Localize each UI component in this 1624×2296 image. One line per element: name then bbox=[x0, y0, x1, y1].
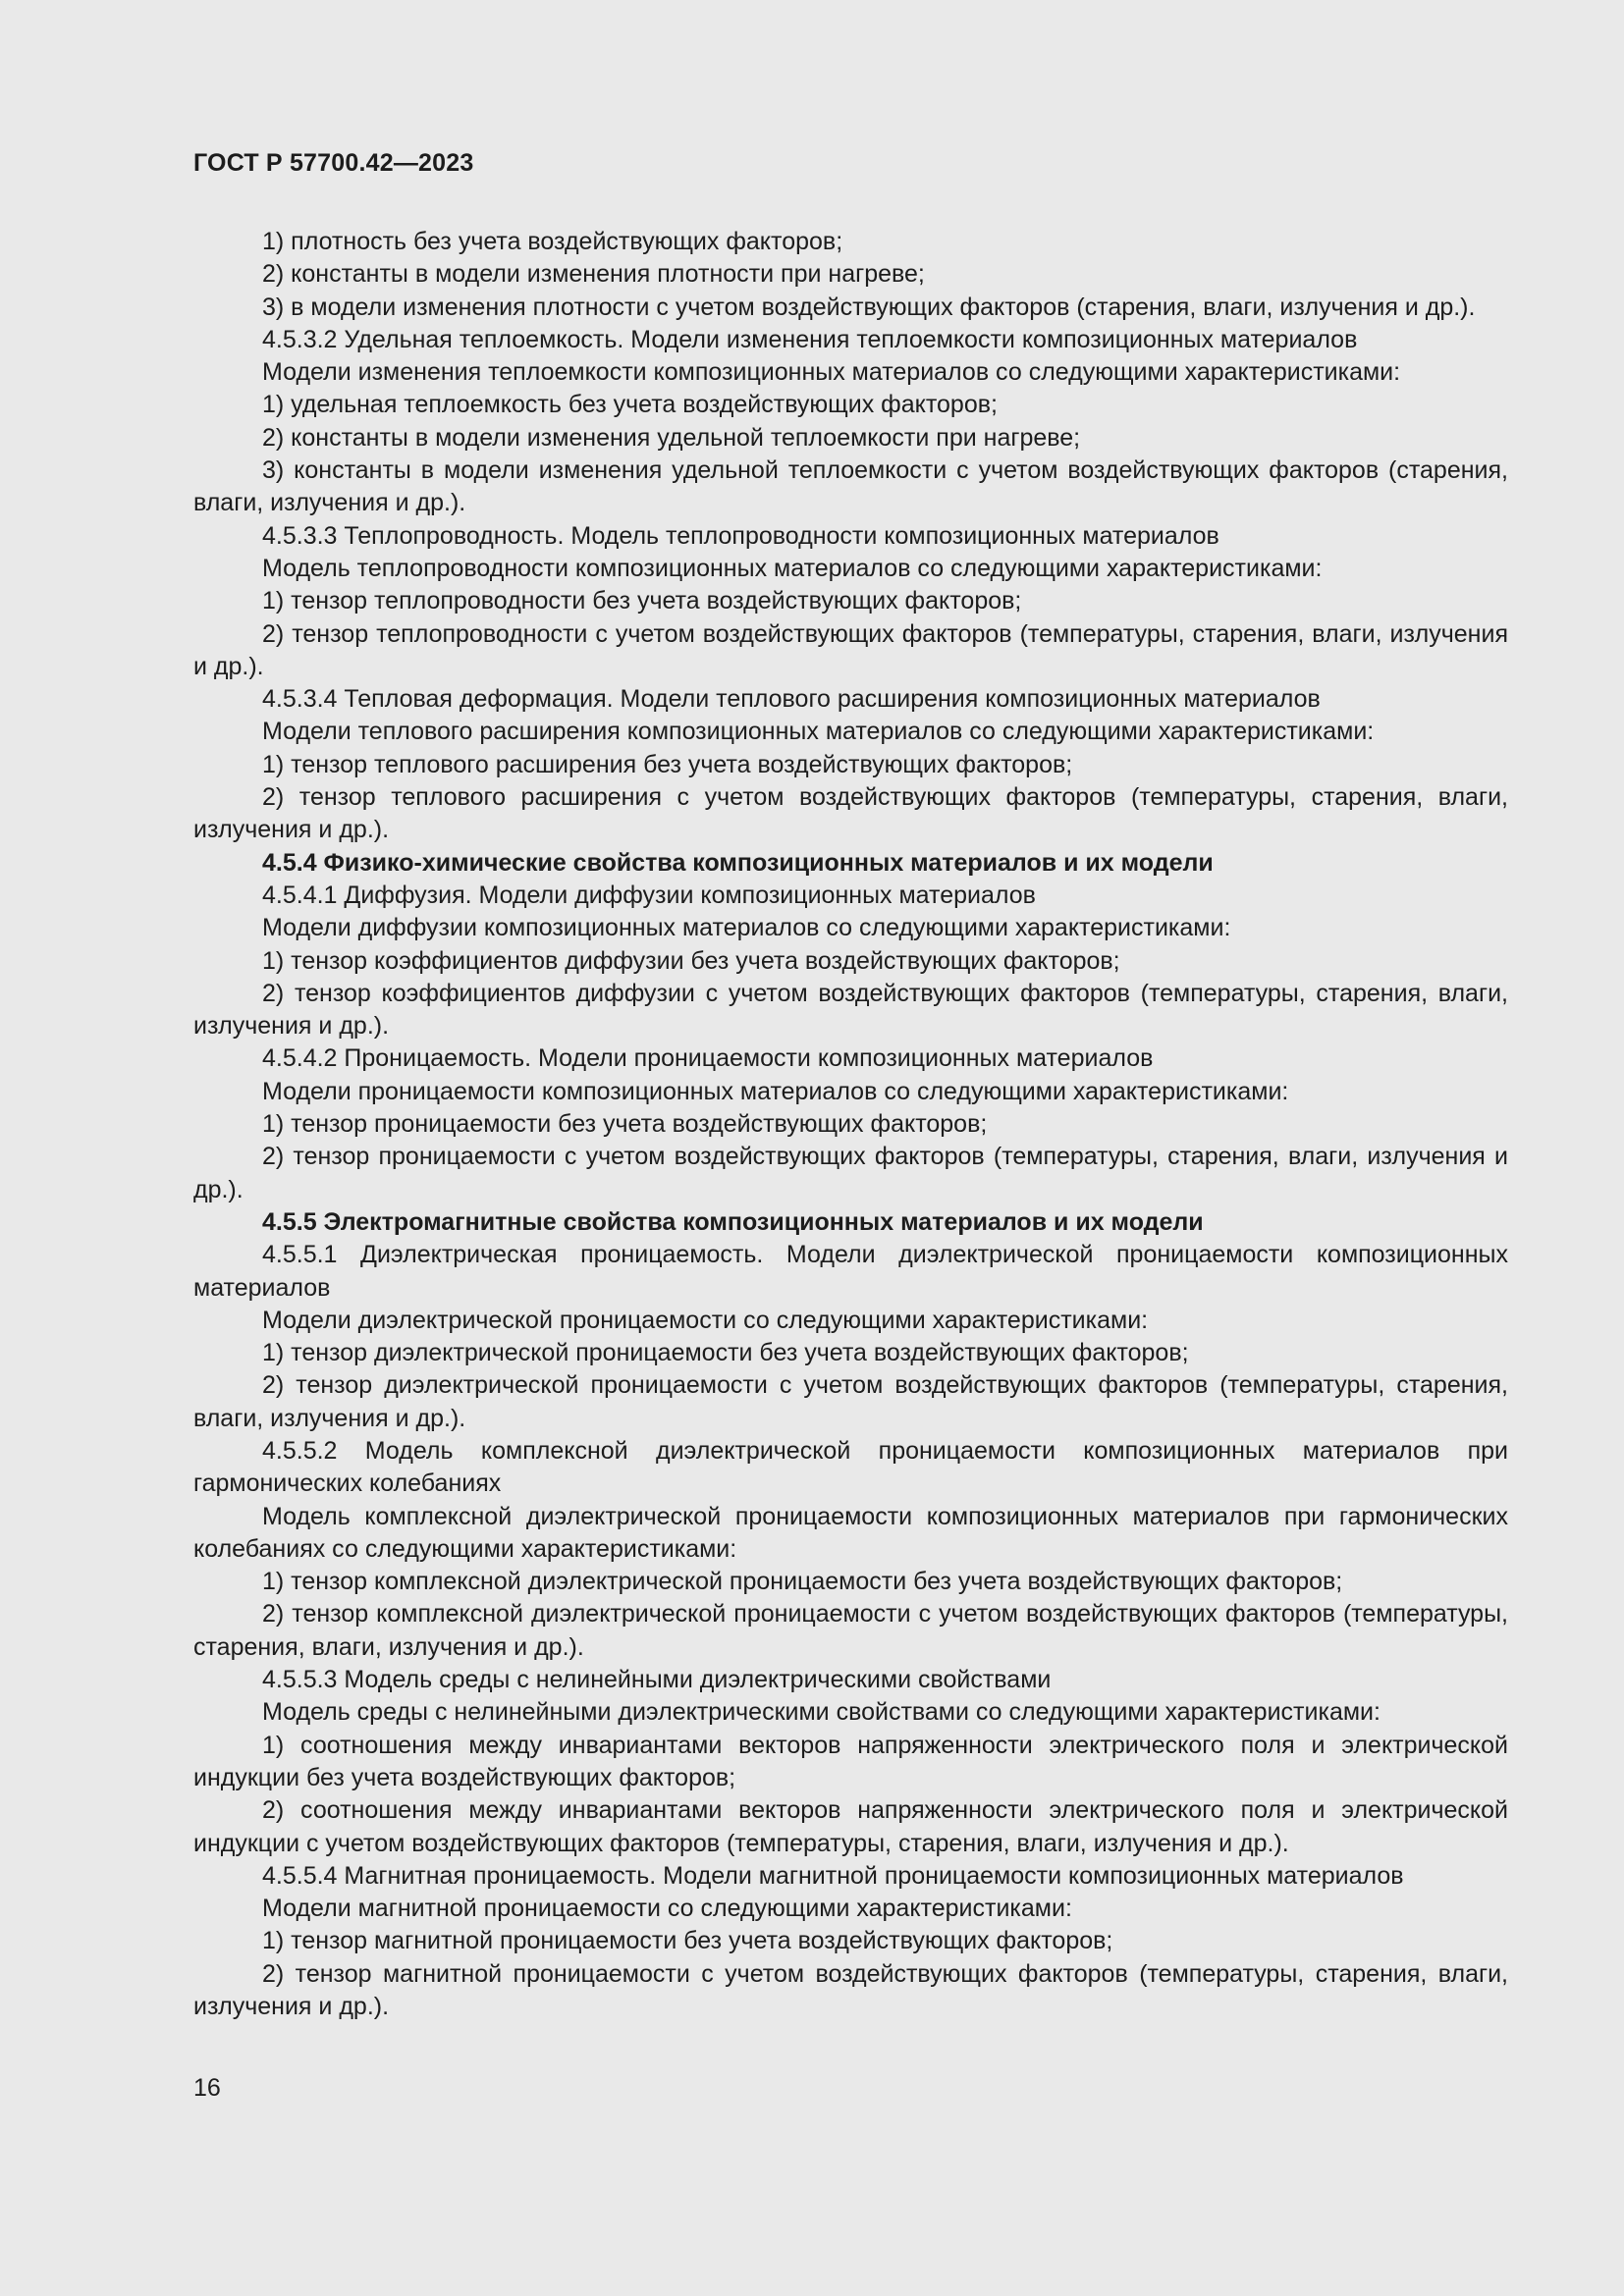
paragraph: 1) соотношения между инвариантами векторов напряженности электрического поля и электрической индукции без учета воздействующих факторов; bbox=[193, 1731, 1508, 1791]
document-header: ГОСТ Р 57700.42—2023 bbox=[193, 149, 474, 177]
paragraph: 4.5.3.4 Тепловая деформация. Модели теплового расширения композиционных материалов bbox=[262, 685, 1321, 714]
document-body bbox=[193, 226, 1508, 2023]
paragraph: 4.5.5.2 Модель комплексной диэлектрической проницаемости композиционных материалов при гармонических колебаниях bbox=[193, 1436, 1508, 1498]
paragraph: 2) тензор комплексной диэлектрической проницаемости с учетом воздействующих факторов (температуры, старения, влаги, излучения и др.). bbox=[193, 1600, 1508, 1661]
paragraph: 1) тензор теплового расширения без учета воздействующих факторов; bbox=[262, 750, 1073, 778]
paragraph: Модели изменения теплоемкости композиционных материалов со следующими характеристиками: bbox=[262, 358, 1401, 387]
paragraph: 1) тензор коэффициентов диффузии без учета воздействующих факторов; bbox=[262, 946, 1120, 975]
paragraph: 2) константы в модели изменения плотности при нагреве; bbox=[262, 260, 925, 289]
paragraph: Модель комплексной диэлектрической проницаемости композиционных материалов при гармонических колебаниях со следующими характеристиками: bbox=[193, 1502, 1508, 1563]
paragraph: 4.5.3.3 Теплопроводность. Модель теплопроводности композиционных материалов bbox=[262, 521, 1219, 550]
paragraph: Модели теплового расширения композиционных материалов со следующими характеристиками: bbox=[262, 718, 1375, 746]
paragraph: 2) тензор теплового расширения с учетом воздействующих факторов (температуры, старения, влаги, излучения и др.). bbox=[193, 783, 1508, 844]
paragraph: 1) удельная теплоемкость без учета воздействующих факторов; bbox=[262, 391, 998, 419]
paragraph: 4.5.5.3 Модель среды с нелинейными диэлектрическими свойствами bbox=[262, 1666, 1052, 1694]
section-heading: 4.5.4 Физико-химические свойства композиционных материалов и их модели bbox=[262, 848, 1214, 877]
paragraph: 4.5.4.2 Проницаемость. Модели проницаемости композиционных материалов bbox=[262, 1044, 1154, 1073]
paragraph: Модели проницаемости композиционных материалов со следующими характеристиками: bbox=[262, 1077, 1289, 1105]
paragraph: Модель среды с нелинейными диэлектрическими свойствами со следующими характеристиками: bbox=[262, 1698, 1380, 1727]
paragraph: Модель теплопроводности композиционных материалов со следующими характеристиками: bbox=[262, 554, 1323, 582]
paragraph: 2) тензор теплопроводности с учетом воздействующих факторов (температуры, старения, влаги, излучения и др.). bbox=[193, 619, 1508, 680]
paragraph: Модели диффузии композиционных материалов со следующими характеристиками: bbox=[262, 914, 1231, 942]
paragraph: 1) тензор проницаемости без учета воздействующих факторов; bbox=[262, 1110, 988, 1139]
paragraph: 4.5.3.2 Удельная теплоемкость. Модели изменения теплоемкости композиционных материалов bbox=[262, 325, 1358, 353]
paragraph: 2) соотношения между инвариантами векторов напряженности электрического поля и электрической индукции с учетом воздействующих факторов (температуры, старения, влаги, излучения и др.). bbox=[193, 1796, 1508, 1857]
paragraph: 2) тензор коэффициентов диффузии с учетом воздействующих факторов (температуры, старения, влаги, излучения и др.). bbox=[193, 979, 1508, 1041]
paragraph: 2) тензор магнитной проницаемости с учетом воздействующих факторов (температуры, старения, влаги, излучения и др.). bbox=[193, 1959, 1508, 2021]
paragraph: 1) плотность без учета воздействующих факторов; bbox=[262, 228, 843, 255]
section-heading: 4.5.5 Электромагнитные свойства композиционных материалов и их модели bbox=[262, 1207, 1204, 1236]
paragraph: 2) константы в модели изменения удельной теплоемкости при нагреве; bbox=[262, 423, 1081, 452]
paragraph: Модели диэлектрической проницаемости со следующими характеристиками: bbox=[262, 1306, 1149, 1334]
paragraph: 1) тензор теплопроводности без учета воздействующих факторов; bbox=[262, 587, 1022, 615]
paragraph: 3) в модели изменения плотности с учетом воздействующих факторов (старения, влаги, излучения и др.). bbox=[262, 293, 1476, 321]
paragraph: 2) тензор диэлектрической проницаемости с учетом воздействующих факторов (температуры, старения, влаги, излучения и др.). bbox=[193, 1371, 1508, 1432]
paragraph: 1) тензор комплексной диэлектрической проницаемости без учета воздействующих факторов; bbox=[262, 1568, 1343, 1596]
paragraph: 1) тензор магнитной проницаемости без учета воздействующих факторов; bbox=[262, 1927, 1113, 1955]
paragraph: 3) константы в модели изменения удельной теплоемкости с учетом воздействующих факторов (старения, влаги, излучения и др.). bbox=[193, 456, 1508, 517]
paragraph: 2) тензор проницаемости с учетом воздействующих факторов (температуры, старения, влаги, излучения и др.). bbox=[193, 1143, 1508, 1203]
paragraph: 4.5.4.1 Диффузия. Модели диффузии композиционных материалов bbox=[262, 881, 1036, 909]
paragraph: 1) тензор диэлектрической проницаемости без учета воздействующих факторов; bbox=[262, 1339, 1189, 1367]
paragraph: Модели магнитной проницаемости со следующими характеристиками: bbox=[262, 1895, 1072, 1923]
paragraph: 4.5.5.4 Магнитная проницаемость. Модели магнитной проницаемости композиционных материалов bbox=[262, 1861, 1404, 1890]
paragraph: 4.5.5.1 Диэлектрическая проницаемость. Модели диэлектрической проницаемости композиционных материалов bbox=[193, 1241, 1508, 1302]
page-number: 16 bbox=[193, 2074, 221, 2102]
